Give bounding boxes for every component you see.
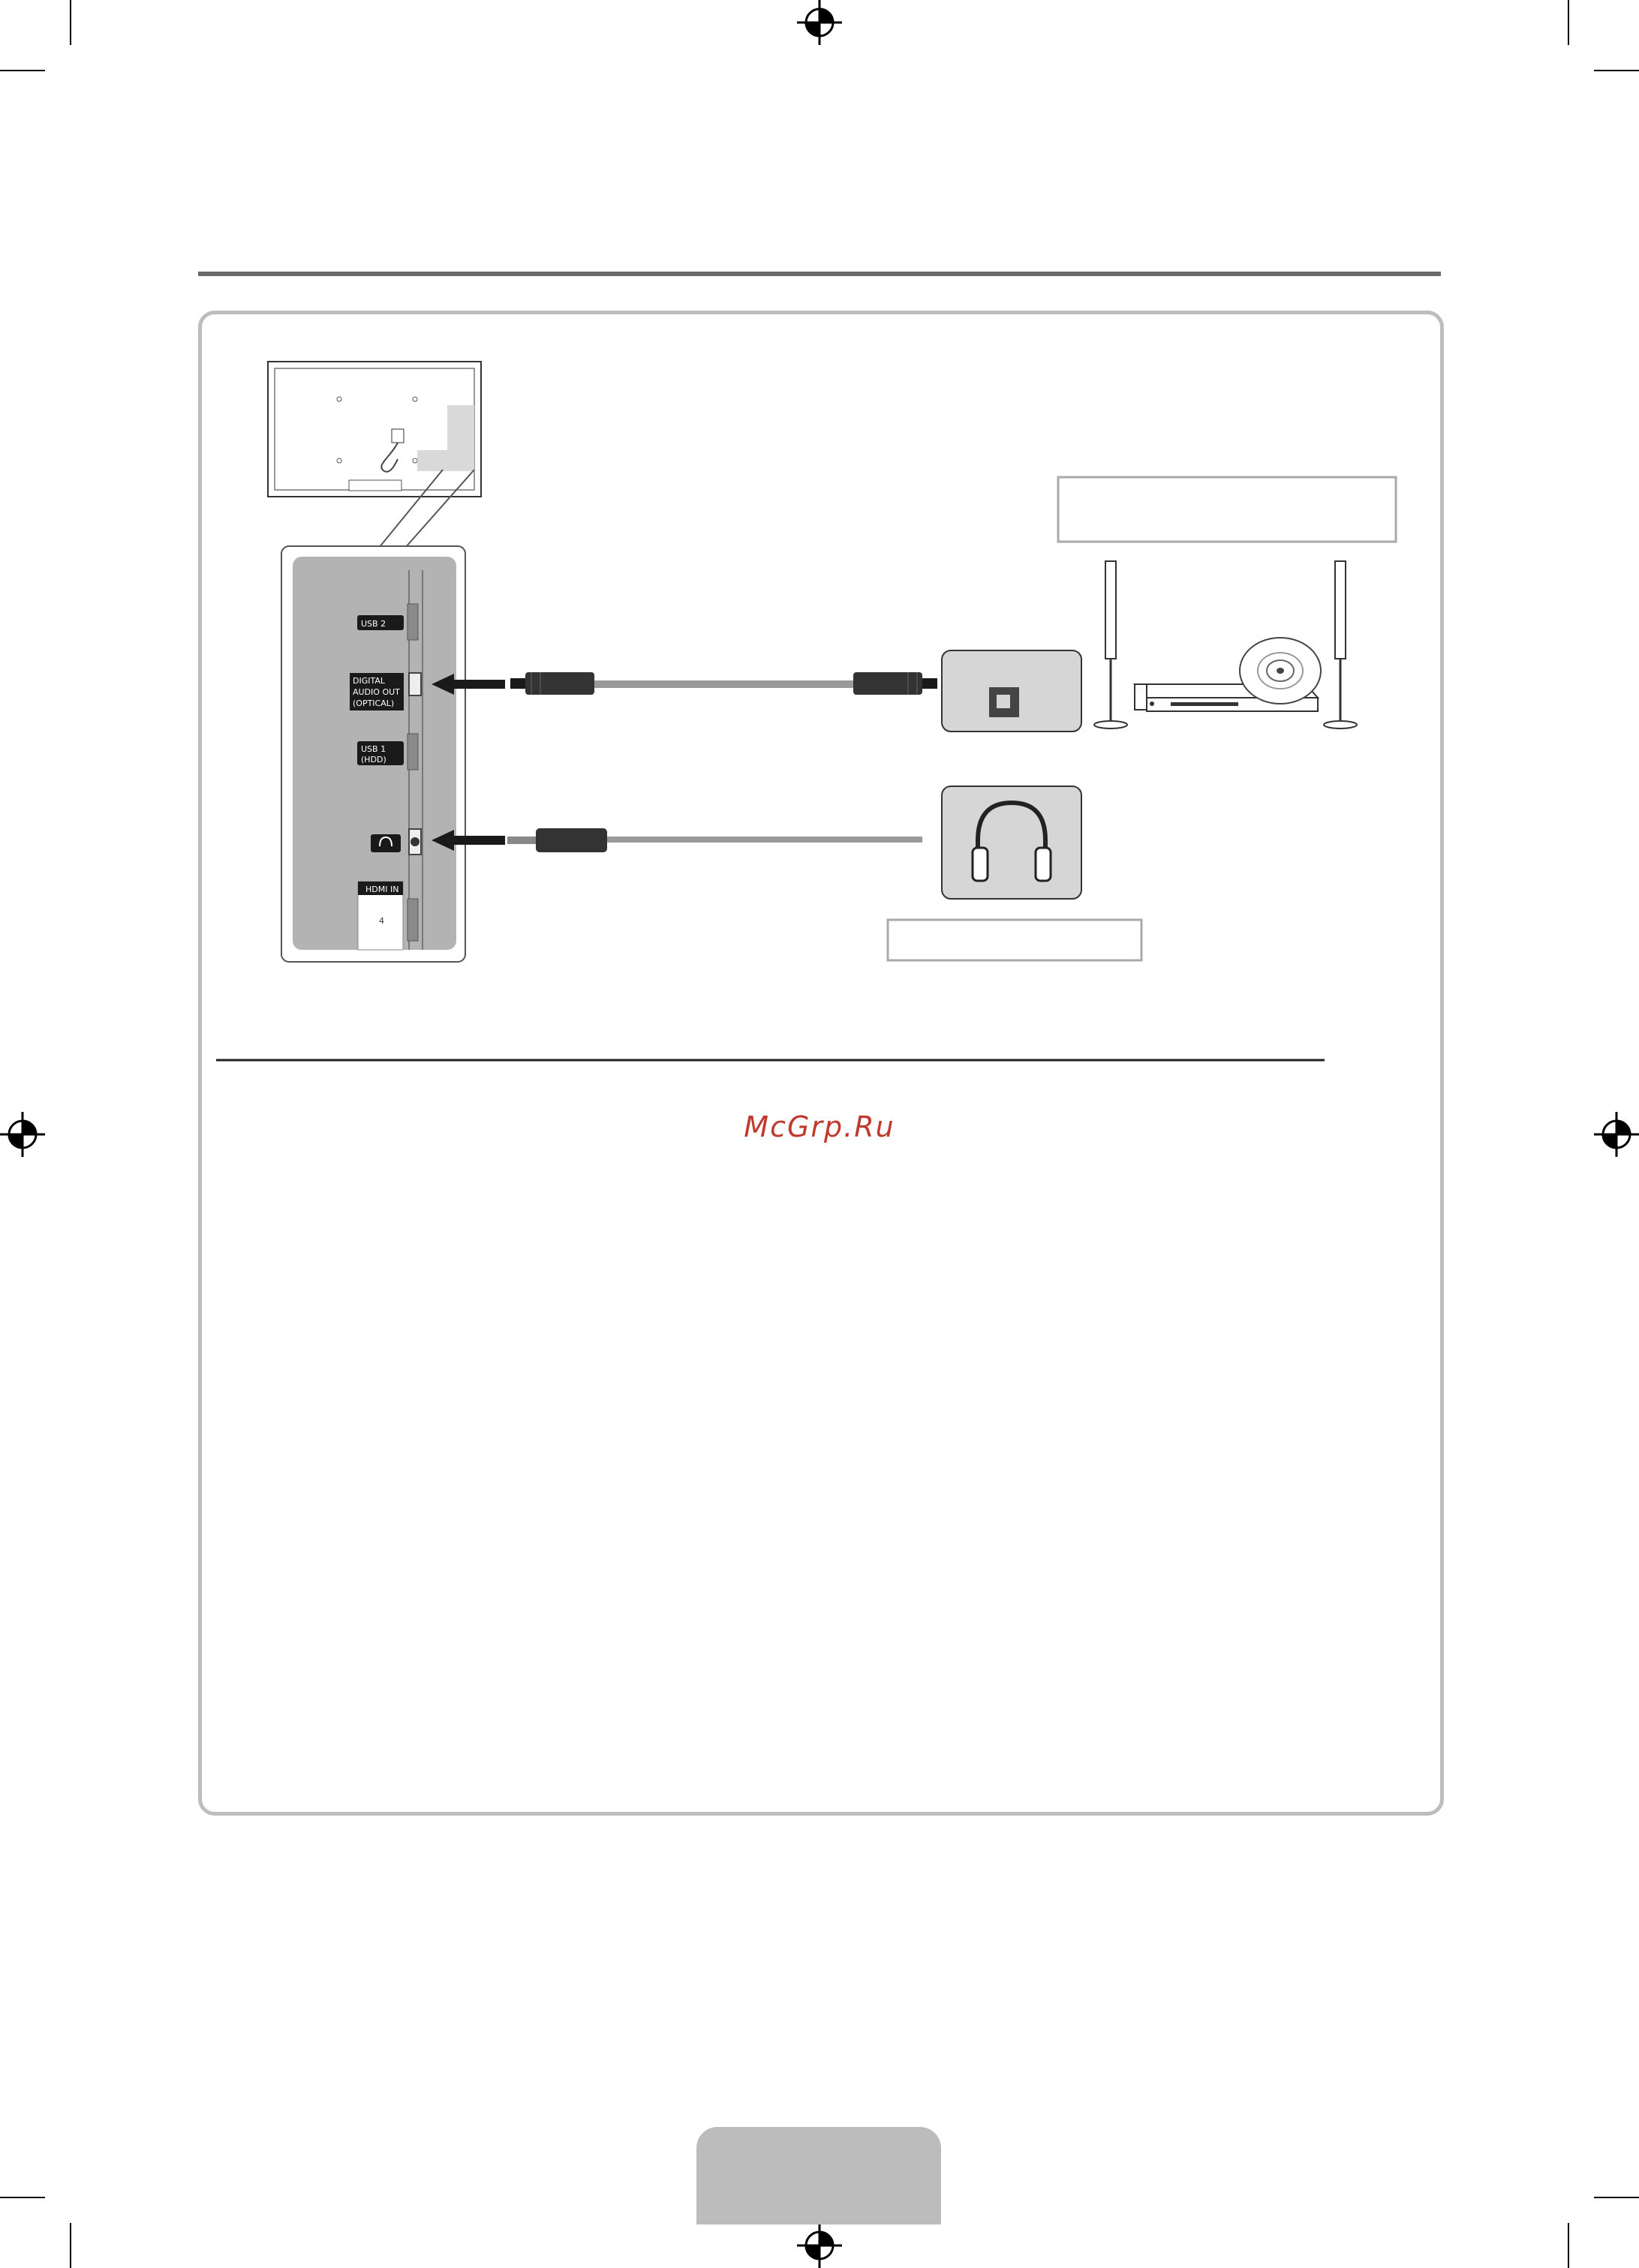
port-panel-zoom bbox=[281, 546, 465, 962]
port-label-usb2: USB 2 bbox=[361, 619, 386, 629]
port-label-hdmi-number: 4 bbox=[379, 916, 384, 926]
headphones-box bbox=[942, 786, 1081, 899]
headphones-label-box bbox=[888, 920, 1141, 960]
optical-cable bbox=[432, 672, 937, 695]
port-label-optical-line1: DIGITAL bbox=[353, 676, 386, 686]
page-number-tab bbox=[696, 2127, 941, 2224]
home-theater-system bbox=[1094, 561, 1357, 728]
port-label-usb1-line1: USB 1 bbox=[361, 744, 386, 754]
headphone-cable bbox=[432, 828, 922, 852]
disc-icon bbox=[1240, 638, 1321, 704]
port-label-usb1-line2: (HDD) bbox=[361, 755, 386, 765]
port-label-hdmi: HDMI IN bbox=[365, 885, 399, 894]
port-label-optical-line2: AUDIO OUT bbox=[353, 687, 400, 697]
watermark: McGrp.Ru bbox=[744, 1110, 895, 1143]
audio-system-label-box bbox=[1058, 477, 1396, 542]
optical-input-box bbox=[942, 650, 1081, 731]
port-label-optical-line3: (OPTICAL) bbox=[353, 698, 395, 708]
tv-rear-view bbox=[268, 362, 481, 497]
